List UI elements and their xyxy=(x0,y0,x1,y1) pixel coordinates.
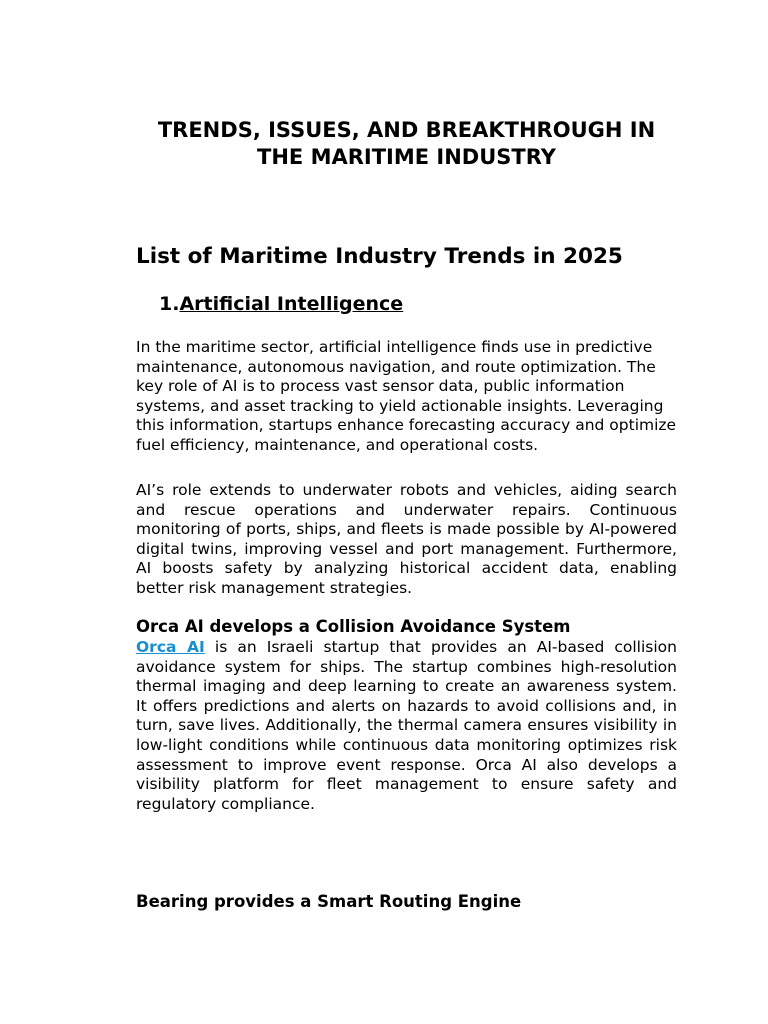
paragraph-orca-ai xyxy=(136,638,677,814)
paragraph-ai-role: AI’s role extends to underwater robots and vehicles, aiding search and rescue operations and underwater repairs. Continuous monitoring of ports, ships, and fleets is made possible by AI-powered digital twins, improving vessel and port management. Furthermore, AI boosts safety by analyzing historical accident data, enabling better risk management strategies. xyxy=(136,481,677,597)
paragraph-orca-ai-text: is an Israeli startup that provides an AI-based collision avoidance system for ships. The startup combines high-resolution thermal imaging and deep learning to create an awareness system. It offers predictions and alerts on hazards to avoid collisions and, in turn, save lives. Additionally, the thermal camera ensures visibility in low-light conditions while continuous data monitoring optimizes risk assessment to improve event response. Orca AI also develops a visibility platform for fleet management to ensure safety and regulatory compliance. xyxy=(136,638,677,813)
document-title xyxy=(136,117,677,171)
document-title-line-1: TRENDS, ISSUES, AND BREAKTHROUGH IN xyxy=(157,118,656,142)
document-title-line-2: THE MARITIME INDUSTRY xyxy=(257,145,556,169)
list-item-label: Artificial Intelligence xyxy=(179,293,404,315)
list-item-number: 1. xyxy=(159,293,180,315)
paragraph-ai-overview: In the maritime sector, artificial intelligence finds use in predictive maintenance, autonomous navigation, and route optimization. The key role of AI is to process vast sensor data, public information systems, and asset tracking to yield actionable insights. Leveraging this information, startups enhance forecasting accuracy and optimize fuel efficiency, maintenance, and operational costs. xyxy=(136,338,677,454)
section-heading: List of Maritime Industry Trends in 2025 xyxy=(136,244,623,269)
list-item-heading xyxy=(159,291,403,317)
subheading-bearing: Bearing provides a Smart Routing Engine xyxy=(136,892,522,911)
orca-ai-link[interactable]: Orca AI xyxy=(136,638,205,656)
subheading-orca-ai: Orca AI develops a Collision Avoidance System xyxy=(136,617,571,636)
